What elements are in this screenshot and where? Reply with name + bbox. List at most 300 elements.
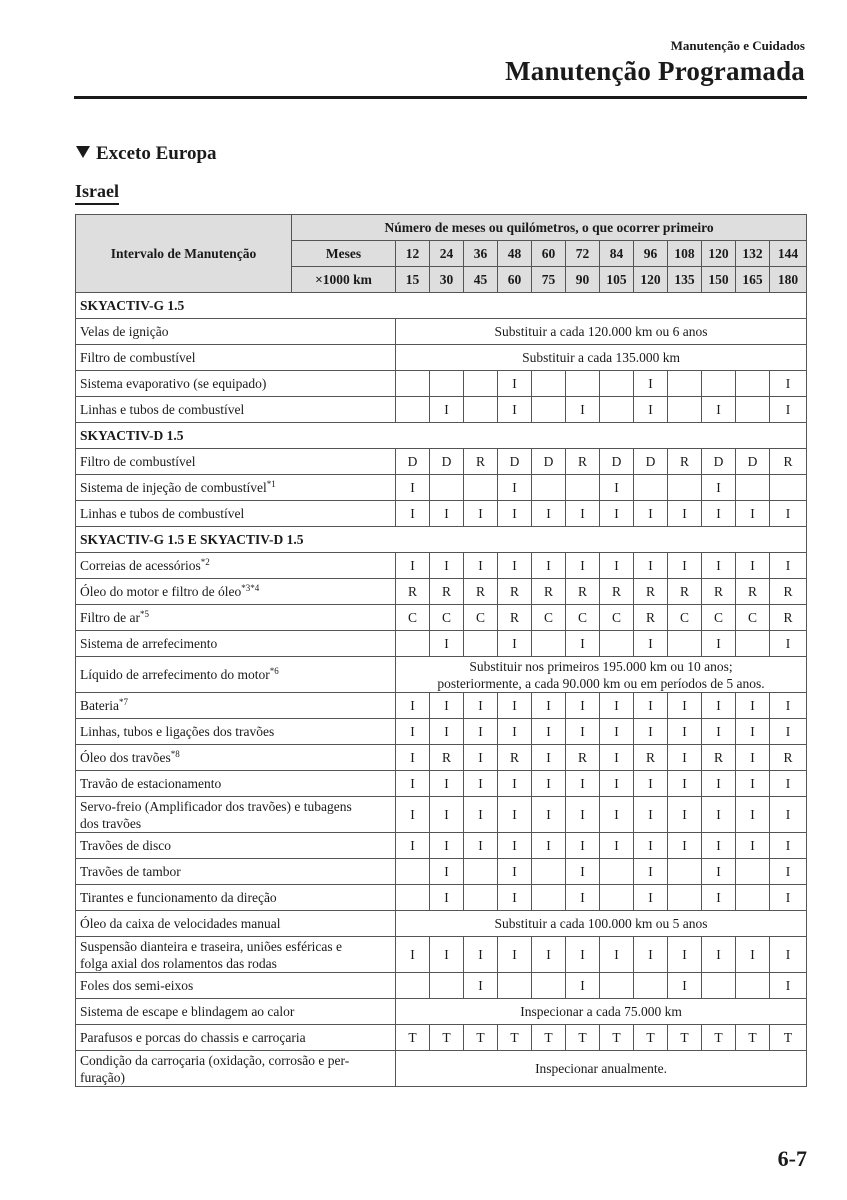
item-label-text: Sistema de injeção de combustível [80,480,267,495]
schedule-cell: I [668,693,702,719]
schedule-cell: I [430,797,464,833]
schedule-cell [668,631,702,657]
schedule-cell: R [770,579,807,605]
schedule-cell: I [702,833,736,859]
month-header-cell: 36 [464,241,498,267]
schedule-cell: I [702,631,736,657]
schedule-cell: I [430,719,464,745]
item-label [76,553,396,579]
month-header-cell: 24 [430,241,464,267]
schedule-cell: I [634,859,668,885]
schedule-cell: I [464,693,498,719]
schedule-cell: D [396,449,430,475]
item-label [76,475,396,501]
km-header-cell: 135 [668,267,702,293]
header-row-top [76,215,807,241]
schedule-cell: I [668,553,702,579]
months-label: Meses [292,241,396,267]
maintenance-schedule-table [75,214,807,1087]
subsection-heading: Israel [75,181,119,205]
schedule-cell: I [770,833,807,859]
item-label-text: Servo-freio (Amplificador dos travões) e tubagens [80,798,352,814]
schedule-cell: C [464,605,498,631]
schedule-cell: R [600,579,634,605]
schedule-cell: I [430,693,464,719]
section-label: SKYACTIV-G 1.5 E SKYACTIV-D 1.5 [76,527,807,553]
schedule-cell: D [532,449,566,475]
schedule-cell: I [566,859,600,885]
schedule-cell: I [736,833,770,859]
triangle-down-icon [76,146,90,158]
item-label [76,885,396,911]
schedule-cell: I [566,631,600,657]
item-label-text-line2: dos travões [80,815,142,831]
schedule-cell: I [498,833,532,859]
item-label-text-line2: furação) [80,1069,125,1085]
schedule-cell: I [464,833,498,859]
item-label-text: Linhas e tubos de combustível [80,402,245,417]
schedule-cell: I [498,397,532,423]
schedule-cell: R [668,449,702,475]
schedule-cell: I [396,797,430,833]
schedule-cell [668,885,702,911]
item-label [76,937,396,973]
schedule-cell: I [634,771,668,797]
item-label [76,397,396,423]
schedule-cell: I [770,859,807,885]
item-label-text: Travões de tambor [80,864,181,879]
schedule-cell: I [736,937,770,973]
footnote-ref: *7 [118,697,128,707]
schedule-cell: I [396,771,430,797]
schedule-cell [532,973,566,999]
schedule-cell: T [668,1025,702,1051]
item-label-text: Filtro de combustível [80,454,196,469]
table-row [76,501,807,527]
table-row [76,605,807,631]
schedule-cell: I [770,501,807,527]
schedule-cell: I [668,937,702,973]
schedule-cell: R [702,745,736,771]
interval-note [396,999,807,1025]
schedule-cell [498,973,532,999]
schedule-cell [464,885,498,911]
schedule-cell [396,397,430,423]
table-row [76,999,807,1025]
schedule-cell: R [736,579,770,605]
interval-note [396,319,807,345]
schedule-cell: I [430,631,464,657]
month-header-cell: 48 [498,241,532,267]
item-label-text: Sistema de arrefecimento [80,636,218,651]
schedule-cell: T [566,1025,600,1051]
interval-note [396,657,807,693]
km-header-cell: 90 [566,267,600,293]
item-label-text: Velas de ignição [80,324,169,339]
schedule-cell: I [498,937,532,973]
page-title: Manutenção Programada [505,56,805,86]
item-label-text: Bateria [80,698,119,713]
item-label-text: Óleo do motor e filtro de óleo [80,584,242,599]
schedule-cell: I [600,797,634,833]
schedule-cell: I [600,719,634,745]
schedule-cell: I [702,937,736,973]
schedule-cell [464,475,498,501]
schedule-cell: I [396,833,430,859]
schedule-cell: R [770,449,807,475]
month-header-cell: 144 [770,241,807,267]
schedule-cell: I [532,745,566,771]
month-header-cell: 132 [736,241,770,267]
schedule-cell [396,859,430,885]
schedule-cell: I [464,973,498,999]
schedule-cell [396,973,430,999]
item-label-text: Correias de acessórios [80,558,201,573]
item-label-text: Filtro de ar [80,610,140,625]
schedule-cell: I [702,719,736,745]
schedule-cell: I [532,693,566,719]
km-header-cell: 165 [736,267,770,293]
schedule-cell: I [736,693,770,719]
schedule-cell: I [566,797,600,833]
schedule-cell: I [600,475,634,501]
schedule-cell: I [702,501,736,527]
schedule-cell: T [464,1025,498,1051]
item-label-text: Parafusos e porcas do chassis e carroçaria [80,1030,306,1045]
schedule-cell: R [498,745,532,771]
schedule-cell: I [702,475,736,501]
section-heading [76,143,217,165]
schedule-cell: I [532,937,566,973]
schedule-cell: R [702,579,736,605]
schedule-cell [566,475,600,501]
schedule-cell: I [464,937,498,973]
schedule-cell: I [736,771,770,797]
schedule-cell: R [430,745,464,771]
item-label [76,631,396,657]
item-label [76,449,396,475]
schedule-cell: I [396,553,430,579]
schedule-cell: I [566,693,600,719]
item-label-text: Filtro de combustível [80,350,196,365]
schedule-cell: C [702,605,736,631]
km-label: ×1000 km [292,267,396,293]
item-label [76,719,396,745]
schedule-cell: I [498,371,532,397]
section-label: SKYACTIV-G 1.5 [76,293,807,319]
schedule-cell: R [566,745,600,771]
item-label [76,771,396,797]
schedule-cell: I [430,501,464,527]
schedule-cell: I [770,371,807,397]
schedule-cell: I [668,833,702,859]
item-label-text: Suspensão dianteira e traseira, uniões esféricas e [80,938,343,954]
schedule-cell: I [532,719,566,745]
schedule-cell: I [702,771,736,797]
km-header-cell: 180 [770,267,807,293]
km-header-cell: 30 [430,267,464,293]
interval-note-text-line2: posteriormente, a cada 90.000 km ou em períodos de 5 anos. [437,675,765,691]
schedule-cell: I [702,693,736,719]
item-label [76,833,396,859]
schedule-cell: I [498,771,532,797]
schedule-cell: I [566,719,600,745]
item-label-text: Linhas e tubos de combustível [80,506,245,521]
table-row [76,771,807,797]
table-row [76,345,807,371]
month-header-cell: 96 [634,241,668,267]
table-row [76,553,807,579]
schedule-cell: T [498,1025,532,1051]
schedule-cell: I [532,553,566,579]
schedule-cell [532,885,566,911]
schedule-cell: I [396,475,430,501]
schedule-cell: I [566,833,600,859]
schedule-cell: I [532,797,566,833]
schedule-cell: D [736,449,770,475]
schedule-cell: I [600,501,634,527]
schedule-cell [532,859,566,885]
schedule-cell [430,973,464,999]
schedule-cell [702,973,736,999]
schedule-cell: I [702,885,736,911]
section-title: Exceto Europa [96,143,217,164]
table-section-row [76,423,807,449]
item-label-text: Sistema de escape e blindagem ao calor [80,1004,295,1019]
interval-note-text: Inspecionar anualmente. [535,1061,668,1076]
km-header-cell: 150 [702,267,736,293]
item-label [76,319,396,345]
table-row [76,631,807,657]
item-label-text: Foles dos semi-eixos [80,978,194,993]
schedule-cell: I [464,501,498,527]
footnote-ref: *3*4 [241,583,260,593]
schedule-cell: I [566,771,600,797]
schedule-cell: I [396,501,430,527]
schedule-cell: I [702,397,736,423]
schedule-cell: I [430,833,464,859]
km-header-cell: 15 [396,267,430,293]
schedule-cell: I [396,693,430,719]
month-header-cell: 120 [702,241,736,267]
schedule-cell: I [736,797,770,833]
item-label [76,797,396,833]
schedule-cell: I [634,797,668,833]
schedule-cell: D [498,449,532,475]
schedule-cell: I [498,553,532,579]
item-label [76,579,396,605]
schedule-cell: R [396,579,430,605]
schedule-cell: I [566,937,600,973]
schedule-cell: R [498,605,532,631]
schedule-cell: I [498,693,532,719]
interval-note [396,911,807,937]
item-label [76,911,396,937]
schedule-cell: I [668,973,702,999]
schedule-cell [532,371,566,397]
schedule-cell [600,397,634,423]
schedule-cell: I [668,745,702,771]
chapter-header: Manutenção e Cuidados [670,38,805,53]
schedule-cell: R [566,579,600,605]
section-label: SKYACTIV-D 1.5 [76,423,807,449]
schedule-cell [600,371,634,397]
table-row [76,1051,807,1087]
schedule-cell: I [498,859,532,885]
interval-note [396,345,807,371]
schedule-cell: I [498,631,532,657]
schedule-cell: I [396,937,430,973]
schedule-cell: I [702,553,736,579]
footnote-ref: *5 [140,609,149,619]
schedule-cell: C [566,605,600,631]
item-label [76,345,396,371]
schedule-cell: I [532,771,566,797]
schedule-cell: I [634,501,668,527]
month-header-cell: 12 [396,241,430,267]
item-label-text: Tirantes e funcionamento da direção [80,890,277,905]
month-header-cell: 108 [668,241,702,267]
schedule-cell: I [430,937,464,973]
table-row [76,937,807,973]
schedule-cell [600,631,634,657]
interval-header: Intervalo de Manutenção [76,215,292,293]
schedule-cell [736,859,770,885]
item-label-text: Óleo da caixa de velocidades manual [80,916,281,931]
schedule-cell [668,475,702,501]
schedule-cell: I [430,859,464,885]
schedule-cell: I [634,693,668,719]
schedule-cell: R [430,579,464,605]
item-label [76,693,396,719]
schedule-cell: T [702,1025,736,1051]
schedule-cell: I [566,973,600,999]
schedule-cell: I [770,631,807,657]
schedule-cell: I [430,397,464,423]
km-header-cell: 105 [600,267,634,293]
table-row [76,745,807,771]
schedule-cell [430,475,464,501]
schedule-cell: I [770,885,807,911]
schedule-cell: I [600,693,634,719]
schedule-cell: I [702,797,736,833]
schedule-cell: I [498,885,532,911]
item-label [76,501,396,527]
schedule-cell: I [464,745,498,771]
table-row [76,911,807,937]
schedule-cell: I [770,797,807,833]
schedule-cell: R [668,579,702,605]
schedule-cell: I [736,745,770,771]
interval-note-text: Substituir a cada 100.000 km ou 5 anos [494,916,708,931]
schedule-cell: I [498,501,532,527]
schedule-cell: I [770,973,807,999]
item-label [76,605,396,631]
item-label [76,1025,396,1051]
schedule-cell [600,885,634,911]
schedule-cell: I [634,719,668,745]
table-row [76,449,807,475]
schedule-cell: T [396,1025,430,1051]
table-row [76,1025,807,1051]
item-label-text: Óleo dos travões [80,750,171,765]
item-label [76,999,396,1025]
schedule-cell [736,371,770,397]
footnote-ref: *1 [266,479,276,489]
schedule-cell: D [702,449,736,475]
table-row [76,719,807,745]
schedule-cell [396,885,430,911]
schedule-cell: I [600,553,634,579]
schedule-cell [430,371,464,397]
item-label-text: Condição da carroçaria (oxidação, corrosão e per- [80,1052,350,1068]
schedule-cell: I [668,771,702,797]
schedule-cell: C [430,605,464,631]
schedule-cell: T [736,1025,770,1051]
schedule-cell: I [634,833,668,859]
schedule-cell: I [770,771,807,797]
schedule-cell: I [600,937,634,973]
schedule-cell: I [396,719,430,745]
table-row [76,885,807,911]
page-number: 6-7 [777,1146,807,1171]
schedule-cell: I [634,553,668,579]
schedule-cell: C [600,605,634,631]
schedule-cell: R [770,605,807,631]
schedule-cell [464,397,498,423]
schedule-cell: I [464,797,498,833]
schedule-cell: R [770,745,807,771]
schedule-cell: T [532,1025,566,1051]
schedule-cell: I [566,553,600,579]
schedule-cell: I [396,745,430,771]
item-label [76,745,396,771]
schedule-cell: I [430,885,464,911]
schedule-cell: I [770,719,807,745]
interval-note-text: Substituir nos primeiros 195.000 km ou 10 anos; [469,658,733,674]
schedule-cell [634,475,668,501]
km-header-cell: 120 [634,267,668,293]
schedule-cell: I [498,475,532,501]
schedule-cell: T [634,1025,668,1051]
schedule-cell: C [736,605,770,631]
schedule-cell: I [600,833,634,859]
schedule-cell: R [634,745,668,771]
schedule-cell [532,631,566,657]
interval-note-text: Inspecionar a cada 75.000 km [520,1004,682,1019]
item-label [76,371,396,397]
schedule-cell [668,371,702,397]
schedule-cell: I [736,719,770,745]
schedule-cell: C [396,605,430,631]
schedule-cell: I [566,501,600,527]
item-label-text: Travão de estacionamento [80,776,222,791]
schedule-cell [600,973,634,999]
table-row [76,319,807,345]
schedule-cell: D [430,449,464,475]
schedule-cell: D [634,449,668,475]
schedule-cell [464,631,498,657]
schedule-cell: I [634,885,668,911]
item-label-text: Linhas, tubos e ligações dos travões [80,724,275,739]
schedule-cell [736,397,770,423]
item-label [76,973,396,999]
schedule-cell: I [634,397,668,423]
schedule-cell [668,397,702,423]
schedule-cell: I [532,833,566,859]
schedule-cell: I [566,885,600,911]
schedule-cell: I [770,937,807,973]
